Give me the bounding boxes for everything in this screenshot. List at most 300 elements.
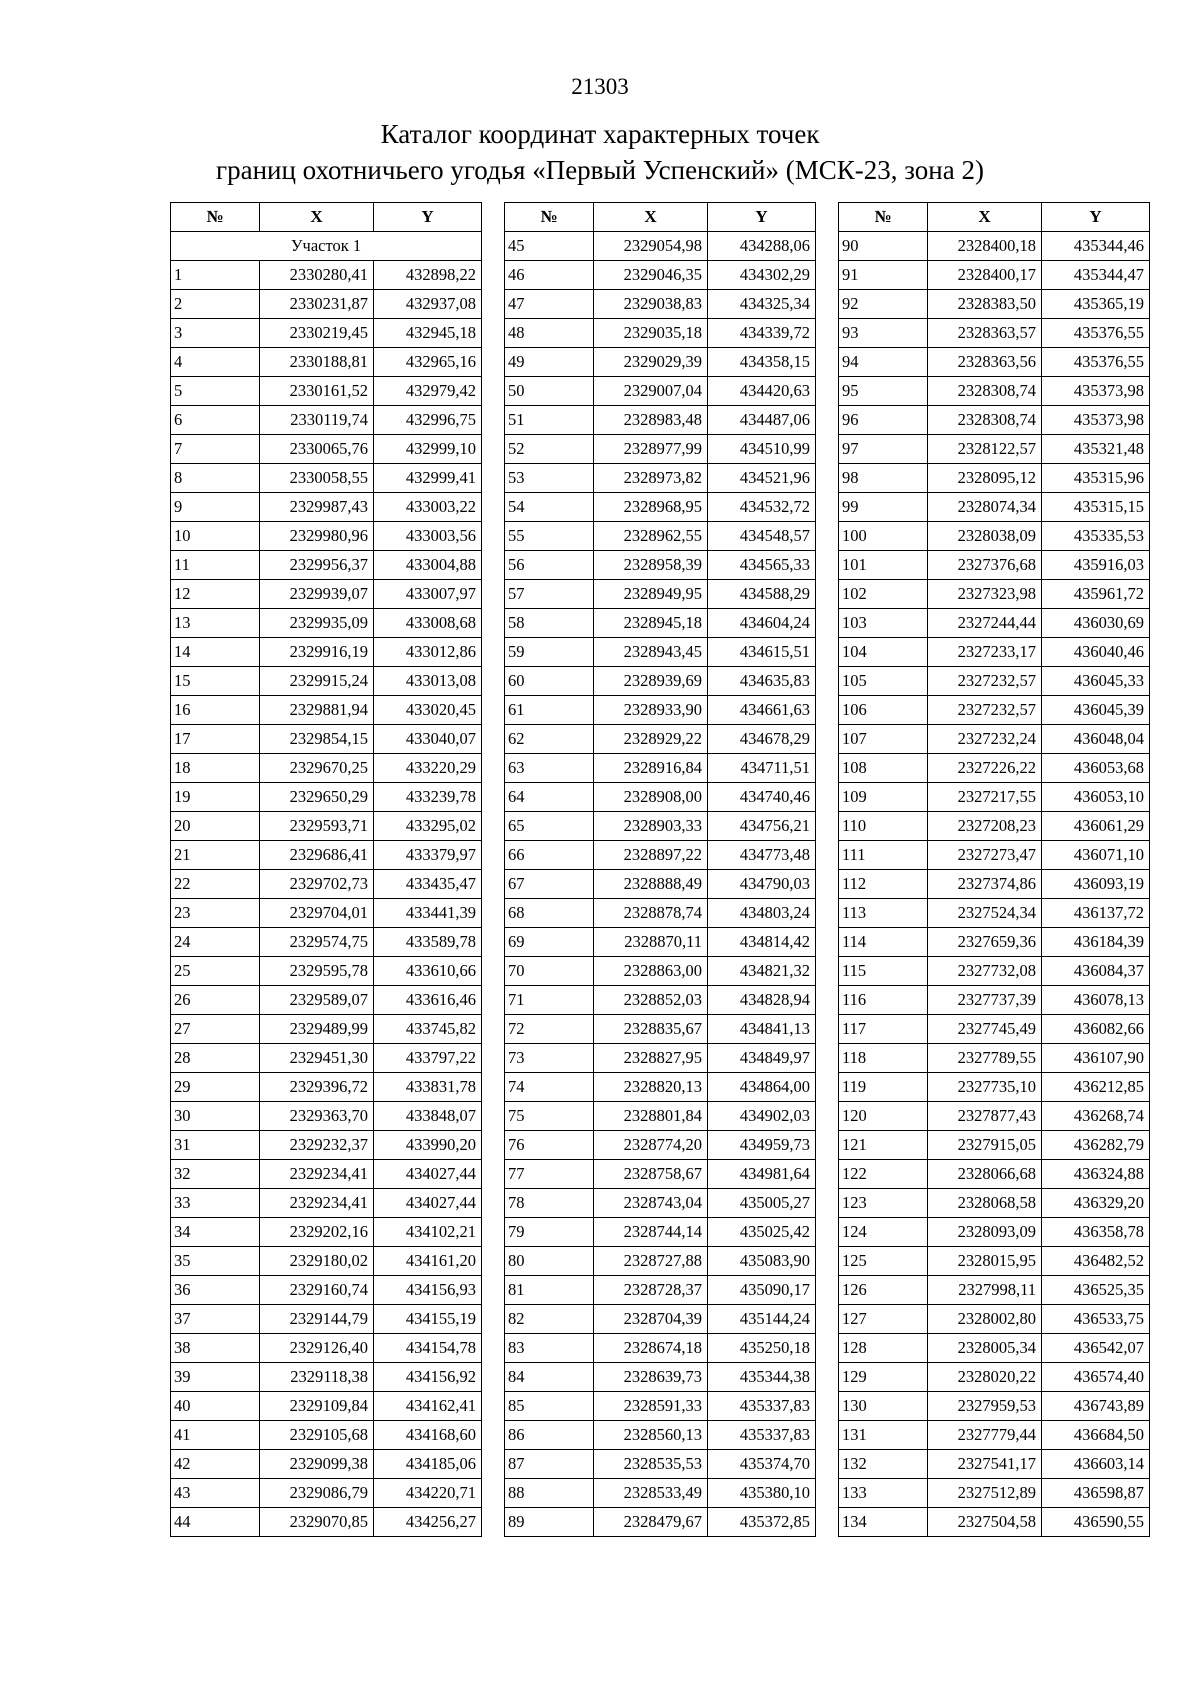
table-row: [505, 1015, 816, 1044]
coord-x: 2329202,16: [260, 1218, 374, 1247]
table-row: [505, 348, 816, 377]
coord-y: 434532,72: [708, 493, 816, 522]
coord-y: 436030,69: [1042, 609, 1150, 638]
coord-x: 2329160,74: [260, 1276, 374, 1305]
coord-x: 2327998,11: [928, 1276, 1042, 1305]
coord-y: 435344,38: [708, 1363, 816, 1392]
point-number: 64: [505, 783, 594, 812]
point-number: 57: [505, 580, 594, 609]
point-number: 122: [839, 1160, 928, 1189]
coord-y: 434740,46: [708, 783, 816, 812]
coord-x: 2330119,74: [260, 406, 374, 435]
table-row: [171, 1508, 482, 1537]
point-number: 14: [171, 638, 260, 667]
coord-y: 434420,63: [708, 377, 816, 406]
point-number: 62: [505, 725, 594, 754]
point-number: 126: [839, 1276, 928, 1305]
point-number: 104: [839, 638, 928, 667]
table-row: [839, 841, 1150, 870]
point-number: 17: [171, 725, 260, 754]
table-row: [505, 522, 816, 551]
coord-y: 436282,79: [1042, 1131, 1150, 1160]
coord-y: 433441,39: [374, 899, 482, 928]
table-row: [171, 1450, 482, 1479]
coord-x: 2328983,48: [594, 406, 708, 435]
coord-y: 436137,72: [1042, 899, 1150, 928]
coord-x: 2328728,37: [594, 1276, 708, 1305]
coord-x: 2328074,34: [928, 493, 1042, 522]
point-number: 41: [171, 1421, 260, 1450]
coord-x: 2327233,17: [928, 638, 1042, 667]
table-row: [171, 319, 482, 348]
coord-x: 2329118,38: [260, 1363, 374, 1392]
coord-x: 2327323,98: [928, 580, 1042, 609]
table-row: [505, 1160, 816, 1189]
table-row: [171, 783, 482, 812]
coord-y: 432965,16: [374, 348, 482, 377]
coord-x: 2327273,47: [928, 841, 1042, 870]
coord-x: 2329595,78: [260, 957, 374, 986]
table-row: [171, 725, 482, 754]
coord-y: 433435,47: [374, 870, 482, 899]
coord-x: 2328852,03: [594, 986, 708, 1015]
coord-x: 2329686,41: [260, 841, 374, 870]
coord-y: 435344,46: [1042, 232, 1150, 261]
table-row: [171, 1102, 482, 1131]
coord-y: 436358,78: [1042, 1218, 1150, 1247]
coord-y: 434565,33: [708, 551, 816, 580]
coord-x: 2328400,18: [928, 232, 1042, 261]
table-row: [171, 1392, 482, 1421]
table-row: [171, 435, 482, 464]
point-number: 82: [505, 1305, 594, 1334]
table-row: [505, 290, 816, 319]
point-number: 9: [171, 493, 260, 522]
point-number: 118: [839, 1044, 928, 1073]
point-number: 86: [505, 1421, 594, 1450]
coord-y: 433295,02: [374, 812, 482, 841]
coord-x: 2328835,67: [594, 1015, 708, 1044]
coord-y: 436053,68: [1042, 754, 1150, 783]
table-row: [171, 899, 482, 928]
table-row: [505, 725, 816, 754]
point-number: 111: [839, 841, 928, 870]
coord-x: 2327877,43: [928, 1102, 1042, 1131]
point-number: 48: [505, 319, 594, 348]
point-number: 99: [839, 493, 928, 522]
coord-y: 436078,13: [1042, 986, 1150, 1015]
table-row: [839, 725, 1150, 754]
point-number: 132: [839, 1450, 928, 1479]
table-row: [505, 1218, 816, 1247]
coord-x: 2329396,72: [260, 1073, 374, 1102]
coord-x: 2328363,57: [928, 319, 1042, 348]
point-number: 75: [505, 1102, 594, 1131]
coord-y: 434615,51: [708, 638, 816, 667]
section-row: [171, 232, 482, 261]
table-row: [839, 522, 1150, 551]
coord-x: 2328943,45: [594, 638, 708, 667]
table-row: [171, 1015, 482, 1044]
coord-x: 2329956,37: [260, 551, 374, 580]
header-number: №: [839, 203, 928, 232]
coord-x: 2329987,43: [260, 493, 374, 522]
coord-x: 2329939,07: [260, 580, 374, 609]
table-row: [505, 696, 816, 725]
point-number: 95: [839, 377, 928, 406]
section-label: Участок 1: [171, 232, 482, 261]
point-number: 35: [171, 1247, 260, 1276]
coord-x: 2328801,84: [594, 1102, 708, 1131]
coord-y: 434604,24: [708, 609, 816, 638]
table-row: [839, 1450, 1150, 1479]
table-row: [171, 696, 482, 725]
point-number: 113: [839, 899, 928, 928]
document-title-line-2: границ охотничьего угодья «Первый Успенский» (МСК-23, зона 2): [216, 155, 984, 185]
table-row: [839, 1131, 1150, 1160]
coord-x: 2328820,13: [594, 1073, 708, 1102]
point-number: 19: [171, 783, 260, 812]
coord-x: 2328591,33: [594, 1392, 708, 1421]
coord-y: 435374,70: [708, 1450, 816, 1479]
table-row: [171, 667, 482, 696]
point-number: 12: [171, 580, 260, 609]
coord-x: 2329704,01: [260, 899, 374, 928]
coord-x: 2328929,22: [594, 725, 708, 754]
point-number: 78: [505, 1189, 594, 1218]
point-number: 103: [839, 609, 928, 638]
point-number: 61: [505, 696, 594, 725]
coord-y: 433745,82: [374, 1015, 482, 1044]
coord-y: 435144,24: [708, 1305, 816, 1334]
coord-x: 2328962,55: [594, 522, 708, 551]
point-number: 38: [171, 1334, 260, 1363]
table-row: [171, 957, 482, 986]
point-number: 65: [505, 812, 594, 841]
coord-y: 436574,40: [1042, 1363, 1150, 1392]
coord-y: 436061,29: [1042, 812, 1150, 841]
coord-y: 433831,78: [374, 1073, 482, 1102]
point-number: 34: [171, 1218, 260, 1247]
coord-x: 2329854,15: [260, 725, 374, 754]
coord-x: 2327244,44: [928, 609, 1042, 638]
header-row: [171, 203, 482, 232]
table-row: [505, 1247, 816, 1276]
coord-x: 2327737,39: [928, 986, 1042, 1015]
coord-x: 2327232,57: [928, 667, 1042, 696]
table-row: [505, 783, 816, 812]
point-number: 49: [505, 348, 594, 377]
point-number: 69: [505, 928, 594, 957]
coord-y: 435250,18: [708, 1334, 816, 1363]
coord-y: 436093,19: [1042, 870, 1150, 899]
table-row: [505, 841, 816, 870]
coord-x: 2329007,04: [594, 377, 708, 406]
coord-x: 2328093,09: [928, 1218, 1042, 1247]
coord-x: 2327217,55: [928, 783, 1042, 812]
table-row: [171, 406, 482, 435]
point-number: 22: [171, 870, 260, 899]
coord-y: 436590,55: [1042, 1508, 1150, 1537]
coord-x: 2328958,39: [594, 551, 708, 580]
point-number: 71: [505, 986, 594, 1015]
coord-y: 436743,89: [1042, 1392, 1150, 1421]
table-row: [839, 1508, 1150, 1537]
coord-x: 2328878,74: [594, 899, 708, 928]
point-number: 130: [839, 1392, 928, 1421]
coord-y: 435315,96: [1042, 464, 1150, 493]
coord-y: 436053,10: [1042, 783, 1150, 812]
point-number: 133: [839, 1479, 928, 1508]
coord-y: 436482,52: [1042, 1247, 1150, 1276]
point-number: 26: [171, 986, 260, 1015]
coord-x: 2328949,95: [594, 580, 708, 609]
coord-y: 436684,50: [1042, 1421, 1150, 1450]
coord-y: 435376,55: [1042, 348, 1150, 377]
coord-x: 2328066,68: [928, 1160, 1042, 1189]
table-row: [839, 464, 1150, 493]
coord-x: 2328533,49: [594, 1479, 708, 1508]
point-number: 90: [839, 232, 928, 261]
header-number: №: [505, 203, 594, 232]
table-row: [171, 1247, 482, 1276]
coord-x: 2329099,38: [260, 1450, 374, 1479]
coord-y: 434959,73: [708, 1131, 816, 1160]
coord-x: 2329144,79: [260, 1305, 374, 1334]
table-row: [839, 1305, 1150, 1334]
table-row: [505, 986, 816, 1015]
point-number: 73: [505, 1044, 594, 1073]
table-row: [839, 696, 1150, 725]
table-row: [505, 551, 816, 580]
coord-x: 2329916,19: [260, 638, 374, 667]
coord-y: 434302,29: [708, 261, 816, 290]
coord-x: 2328727,88: [594, 1247, 708, 1276]
coord-x: 2330219,45: [260, 319, 374, 348]
coord-y: 436603,14: [1042, 1450, 1150, 1479]
table-row: [505, 1421, 816, 1450]
point-number: 56: [505, 551, 594, 580]
point-number: 18: [171, 754, 260, 783]
coord-x: 2329035,18: [594, 319, 708, 348]
coord-y: 434864,00: [708, 1073, 816, 1102]
point-number: 93: [839, 319, 928, 348]
table-row: [171, 841, 482, 870]
table-row: [839, 870, 1150, 899]
coord-x: 2328020,22: [928, 1363, 1042, 1392]
coord-y: 433008,68: [374, 609, 482, 638]
coord-y: 434814,42: [708, 928, 816, 957]
point-number: 94: [839, 348, 928, 377]
coord-y: 435916,03: [1042, 551, 1150, 580]
point-number: 79: [505, 1218, 594, 1247]
point-number: 5: [171, 377, 260, 406]
table-row: [505, 638, 816, 667]
coord-y: 434162,41: [374, 1392, 482, 1421]
table-row: [505, 1392, 816, 1421]
coord-x: 2329054,98: [594, 232, 708, 261]
coord-y: 434773,48: [708, 841, 816, 870]
point-number: 108: [839, 754, 928, 783]
coord-y: 434828,94: [708, 986, 816, 1015]
coord-x: 2328363,56: [928, 348, 1042, 377]
coord-x: 2330280,41: [260, 261, 374, 290]
coord-y: 433220,29: [374, 754, 482, 783]
coord-y: 434510,99: [708, 435, 816, 464]
coord-y: 434821,32: [708, 957, 816, 986]
point-number: 114: [839, 928, 928, 957]
coord-x: 2328758,67: [594, 1160, 708, 1189]
point-number: 3: [171, 319, 260, 348]
coord-x: 2327504,58: [928, 1508, 1042, 1537]
table-row: [839, 493, 1150, 522]
coord-y: 433004,88: [374, 551, 482, 580]
coord-y: 436048,04: [1042, 725, 1150, 754]
coord-y: 434325,34: [708, 290, 816, 319]
coord-x: 2328916,84: [594, 754, 708, 783]
table-row: [839, 899, 1150, 928]
table-row: [171, 464, 482, 493]
coord-x: 2329105,68: [260, 1421, 374, 1450]
table-row: [839, 377, 1150, 406]
point-number: 20: [171, 812, 260, 841]
table-row: [839, 1479, 1150, 1508]
coord-y: 434220,71: [374, 1479, 482, 1508]
table-row: [505, 580, 816, 609]
coord-x: 2329881,94: [260, 696, 374, 725]
point-number: 98: [839, 464, 928, 493]
table-row: [505, 870, 816, 899]
coord-y: 435373,98: [1042, 406, 1150, 435]
coord-x: 2328863,00: [594, 957, 708, 986]
point-number: 16: [171, 696, 260, 725]
coord-y: 434635,83: [708, 667, 816, 696]
coord-x: 2327541,17: [928, 1450, 1042, 1479]
point-number: 1: [171, 261, 260, 290]
point-number: 127: [839, 1305, 928, 1334]
coord-y: 434711,51: [708, 754, 816, 783]
table-row: [171, 580, 482, 609]
coord-x: 2328704,39: [594, 1305, 708, 1334]
coord-y: 434521,96: [708, 464, 816, 493]
table-row: [171, 348, 482, 377]
coord-y: 435380,10: [708, 1479, 816, 1508]
table-row: [839, 261, 1150, 290]
coord-y: 435335,53: [1042, 522, 1150, 551]
point-number: 68: [505, 899, 594, 928]
point-number: 51: [505, 406, 594, 435]
header-x: X: [928, 203, 1042, 232]
table-row: [171, 1421, 482, 1450]
point-number: 28: [171, 1044, 260, 1073]
point-number: 134: [839, 1508, 928, 1537]
point-number: 121: [839, 1131, 928, 1160]
table-row: [839, 783, 1150, 812]
table-row: [505, 464, 816, 493]
table-row: [171, 928, 482, 957]
point-number: 102: [839, 580, 928, 609]
coord-y: 432999,41: [374, 464, 482, 493]
point-number: 97: [839, 435, 928, 464]
coord-y: 433797,22: [374, 1044, 482, 1073]
coord-x: 2327376,68: [928, 551, 1042, 580]
table-row: [171, 638, 482, 667]
coord-x: 2327779,44: [928, 1421, 1042, 1450]
coord-y: 434841,13: [708, 1015, 816, 1044]
coord-x: 2329109,84: [260, 1392, 374, 1421]
point-number: 106: [839, 696, 928, 725]
coord-x: 2328095,12: [928, 464, 1042, 493]
coord-y: 435025,42: [708, 1218, 816, 1247]
table-row: [839, 1392, 1150, 1421]
coord-x: 2329915,24: [260, 667, 374, 696]
coord-x: 2328888,49: [594, 870, 708, 899]
point-number: 83: [505, 1334, 594, 1363]
point-number: 6: [171, 406, 260, 435]
coord-y: 436598,87: [1042, 1479, 1150, 1508]
point-number: 63: [505, 754, 594, 783]
table-row: [171, 1305, 482, 1334]
point-number: 124: [839, 1218, 928, 1247]
table-row: [839, 986, 1150, 1015]
table-row: [505, 1102, 816, 1131]
point-number: 115: [839, 957, 928, 986]
point-number: 15: [171, 667, 260, 696]
coord-x: 2329029,39: [594, 348, 708, 377]
table-row: [505, 1073, 816, 1102]
coordinates-table-3: [838, 202, 1150, 1537]
coord-y: 433848,07: [374, 1102, 482, 1131]
coord-y: 435372,85: [708, 1508, 816, 1537]
point-number: 87: [505, 1450, 594, 1479]
coord-x: 2329180,02: [260, 1247, 374, 1276]
point-number: 43: [171, 1479, 260, 1508]
coord-x: 2327524,34: [928, 899, 1042, 928]
table-row: [839, 1073, 1150, 1102]
point-number: 96: [839, 406, 928, 435]
coord-y: 434661,63: [708, 696, 816, 725]
point-number: 11: [171, 551, 260, 580]
point-number: 70: [505, 957, 594, 986]
coord-y: 433589,78: [374, 928, 482, 957]
coord-y: 434339,72: [708, 319, 816, 348]
point-number: 33: [171, 1189, 260, 1218]
table-row: [839, 1276, 1150, 1305]
coord-x: 2329232,37: [260, 1131, 374, 1160]
coord-x: 2328945,18: [594, 609, 708, 638]
point-number: 13: [171, 609, 260, 638]
coordinates-table-2: [504, 202, 816, 1537]
header-x: X: [594, 203, 708, 232]
point-number: 21: [171, 841, 260, 870]
coord-x: 2328774,20: [594, 1131, 708, 1160]
coord-y: 436329,20: [1042, 1189, 1150, 1218]
table-row: [171, 1160, 482, 1189]
point-number: 36: [171, 1276, 260, 1305]
table-row: [171, 551, 482, 580]
coord-x: 2327208,23: [928, 812, 1042, 841]
coord-y: 434803,24: [708, 899, 816, 928]
table-row: [171, 522, 482, 551]
coord-y: 436184,39: [1042, 928, 1150, 957]
coord-x: 2330231,87: [260, 290, 374, 319]
coord-x: 2328122,57: [928, 435, 1042, 464]
table-row: [839, 1102, 1150, 1131]
coord-y: 434155,19: [374, 1305, 482, 1334]
coord-x: 2328535,53: [594, 1450, 708, 1479]
coord-y: 434168,60: [374, 1421, 482, 1450]
coord-y: 435961,72: [1042, 580, 1150, 609]
